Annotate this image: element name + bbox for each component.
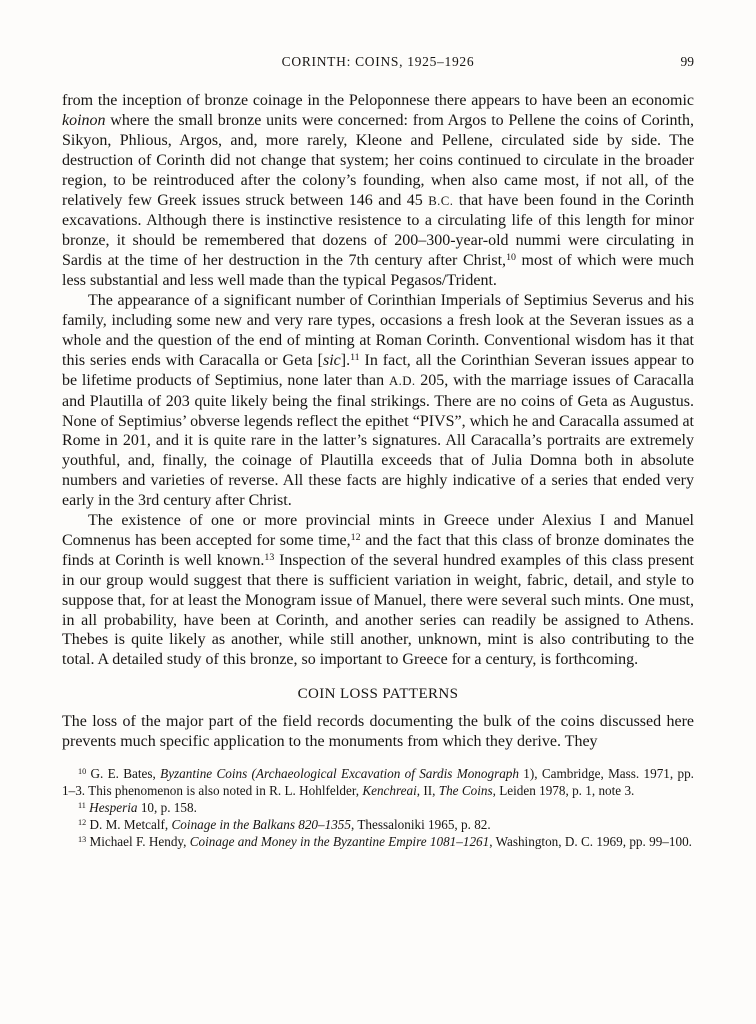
text-run: sic bbox=[322, 351, 341, 369]
text-run: that have been found in the Corinth excavations. Although there is instinctive resistence to a circulating life of this length for minor bronze, it should be remembered that dozens of 200–300-year-old nummi were circulating in Sardis at the time of her destruction in the 7th century after Christ, bbox=[62, 191, 695, 270]
text-run: Inspection of the several hundred examples of this class present in our group would suggest that there is sufficient variation in weight, fabric, detail, and style to suppose that, for at least the Monogram issue of Manuel, there were several such mints. One must, in all probability, have been at Corinth, and another series can readily be assigned to Athens. Thebes is quite likely as another, while still another, unknown, mint is also contributing to the total. A detailed study of this bronze, so important to Greece for a century, is forthcoming. bbox=[62, 551, 694, 669]
text-run: The Coins bbox=[438, 783, 493, 799]
footnote-ref: 10 bbox=[78, 767, 87, 777]
running-title: CORINTH: COINS, 1925–1926 bbox=[281, 54, 475, 69]
text-run: 205, with the marriage issues of Caracalla and Plautilla of 203 quite likely being the final strikings. There are no coins of Geta as Augustus. None of Septimius’ obverse legends reflect the epithet “PIVS”, which he and Caracalla assumed at Rome in 201, and it is quite rare in the latter’s signatures. All Caracalla’s portraits are extremely youthful, and, finally, the coinage of Plautilla exceeds that of Julia Domna both in absolute numbers and varieties of reverse. All these facts are highly indicative of a series that ended very early in the 3rd century after Christ. bbox=[62, 371, 694, 510]
page-header bbox=[62, 54, 694, 70]
text-run: Kenchreai bbox=[362, 783, 417, 799]
text-run: , Leiden 1978, p. 1, note 3. bbox=[492, 783, 635, 799]
text-run: Coinage in the Balkans 820–1355 bbox=[171, 817, 351, 833]
footnote bbox=[62, 765, 694, 799]
text-run: 1), Cambridge, Mass. 1971, pp. 1–3. This phenomenon is also noted in R. L. Hohlfelder, bbox=[62, 766, 694, 799]
text-run: from the inception of bronze coinage in the Peloponnese there appears to have been an economic bbox=[62, 92, 694, 109]
footnote bbox=[62, 799, 694, 816]
text-run: 10, p. 158. bbox=[137, 800, 197, 816]
footnotes bbox=[62, 765, 694, 850]
text-run: D. M. Metcalf, bbox=[86, 817, 172, 833]
text-run: In fact, all the Corinthian Severan issues appear to be lifetime products of Septimius, none later than bbox=[62, 351, 694, 389]
paragraph bbox=[62, 91, 694, 291]
footnote-ref: 11 bbox=[350, 351, 360, 363]
section-heading: COIN LOSS PATTERNS bbox=[297, 686, 459, 703]
text-run: and the fact that this class of bronze dominates the finds at Corinth is well known. bbox=[62, 531, 694, 569]
paragraph bbox=[62, 291, 694, 511]
paragraph bbox=[62, 712, 694, 752]
footnote-ref: 13 bbox=[264, 551, 275, 563]
text-run: , Thessaloniki 1965, p. 82. bbox=[351, 817, 491, 833]
text-run: G. E. Bates, bbox=[86, 766, 161, 782]
page-number: 99 bbox=[680, 54, 694, 69]
body-text bbox=[62, 91, 694, 752]
text-run: B.C. bbox=[428, 193, 454, 208]
text-run: koinon bbox=[62, 111, 106, 129]
text-run: , II, bbox=[416, 783, 439, 799]
footnote-ref: 11 bbox=[78, 801, 86, 811]
text-run: Michael F. Hendy, bbox=[86, 834, 190, 850]
text-run: Hesperia bbox=[89, 800, 138, 816]
text-run: Coinage and Money in the Byzantine Empire 1081–1261 bbox=[189, 834, 490, 850]
text-run: The loss of the major part of the field records documenting the bulk of the coins discussed here prevents much specific application to the monuments from which they derive. They bbox=[62, 713, 694, 751]
text-run: A.D. bbox=[388, 373, 416, 388]
text-run: Byzantine Coins (Archaeological Excavation of Sardis Monograph bbox=[160, 766, 519, 782]
text-run: where the small bronze units were concerned: from Argos to Pellene the coins of Corinth, Sikyon, Phlious, Argos, and, more rarely, Kleone and Pellene, circulated side by side. The destruction of Corinth did not change that system; her coins continued to circulate in the broader region, to be reintroduced after the colony’s founding, when also came most, if not all, of the relatively few Greek issues struck between 146 and 45 bbox=[62, 111, 694, 209]
text-run: , Washington, D. C. 1969, pp. 99–100. bbox=[489, 834, 692, 850]
text-run: The existence of one or more provincial mints in Greece under Alexius I and Manuel Comnenus has been accepted for some time, bbox=[62, 512, 694, 549]
footnote-ref: 12 bbox=[78, 818, 87, 828]
footnote bbox=[62, 833, 694, 850]
text-run: most of which were much less substantial and less well made than the typical Pegasos/Trident. bbox=[62, 252, 694, 290]
text-run: The appearance of a significant number of Corinthian Imperials of Septimius Severus and his family, including some new and very rare types, occasions a fresh look at the Severan issues as a whole and the question of the end of minting at Roman Corinth. Conventional wisdom has it that this series ends with Caracalla or Geta [ bbox=[62, 292, 694, 369]
footnote bbox=[62, 816, 694, 833]
footnote-ref: 13 bbox=[78, 835, 87, 845]
paragraph bbox=[62, 511, 694, 670]
footnote-ref: 10 bbox=[506, 252, 516, 264]
footnote-ref: 12 bbox=[350, 531, 361, 543]
text-run: ]. bbox=[340, 351, 351, 369]
